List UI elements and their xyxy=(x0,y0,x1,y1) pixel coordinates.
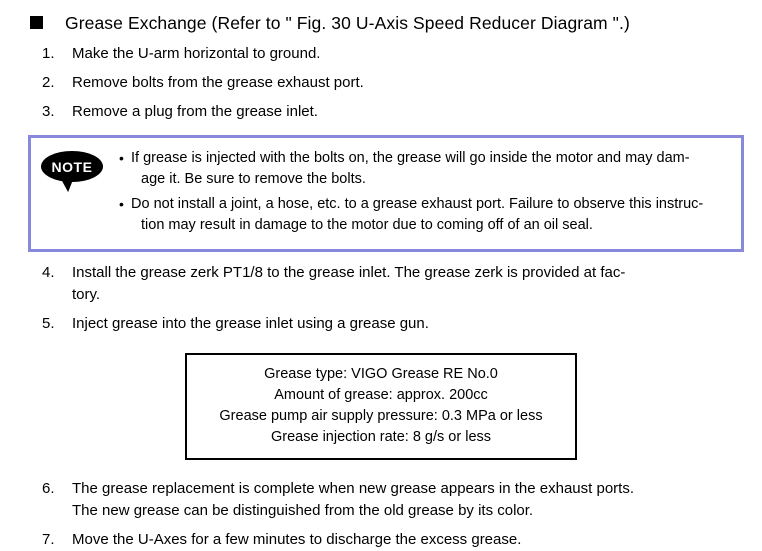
step-text: Make the U-arm horizontal to ground. xyxy=(72,45,321,62)
step-text: The grease replacement is complete when new grease appears in the exhaust ports. xyxy=(72,480,634,497)
step-number: 6. xyxy=(42,480,55,497)
spec-line: Amount of grease: approx. 200cc xyxy=(274,387,488,403)
note-badge xyxy=(41,147,119,182)
spec-line: Grease type: VIGO Grease RE No.0 xyxy=(264,366,498,382)
bullet-dot-icon: • xyxy=(119,150,124,166)
list-item xyxy=(0,478,762,500)
section-heading xyxy=(0,0,762,36)
note-text-line1: Do not install a joint, a hose, etc. to a grease exhaust port. Failure to observe this instruc- xyxy=(131,196,704,212)
step-number: 2. xyxy=(42,74,55,91)
list-item xyxy=(119,148,731,190)
steps-before-note xyxy=(0,43,762,123)
page-title: Grease Exchange (Refer to " Fig. 30 U-Axis Speed Reducer Diagram ".) xyxy=(65,13,630,33)
bullet-dot-icon: • xyxy=(119,196,124,212)
list-item xyxy=(0,72,762,94)
step-continuation: tory. xyxy=(72,286,101,303)
spec-line: Grease injection rate: 8 g/s or less xyxy=(270,429,492,445)
list-item xyxy=(0,529,762,551)
step-text: Remove bolts from the grease exhaust port. xyxy=(72,74,364,91)
note-item-list xyxy=(119,147,731,240)
step-number: 7. xyxy=(42,531,55,548)
step-text: Inject grease into the grease inlet using a grease gun. xyxy=(72,315,429,332)
step-number: 3. xyxy=(42,103,55,120)
note-text xyxy=(131,148,690,190)
note-text-line1: If grease is injected with the bolts on, the grease will go inside the motor and may dam- xyxy=(131,150,690,166)
note-badge-label: NOTE xyxy=(51,158,93,175)
steps-middle xyxy=(0,262,762,335)
step-continuation: The new grease can be distinguished from the old grease by its color. xyxy=(72,502,534,519)
steps-after xyxy=(0,478,762,551)
note-text-line2: tion may result in damage to the motor due to coming off of an oil seal. xyxy=(141,217,593,233)
note-text xyxy=(131,194,703,236)
specification-box xyxy=(185,353,577,460)
step-number: 4. xyxy=(42,264,55,281)
list-item xyxy=(119,194,731,236)
list-item xyxy=(0,43,762,65)
step-number: 5. xyxy=(42,315,55,332)
spec-line: Grease pump air supply pressure: 0.3 MPa or less xyxy=(219,408,543,424)
step-text: Move the U-Axes for a few minutes to discharge the excess grease. xyxy=(72,531,522,548)
list-item xyxy=(0,313,762,335)
list-item xyxy=(0,262,762,284)
step-text: Install the grease zerk PT1/8 to the grease inlet. The grease zerk is provided at fac- xyxy=(72,264,626,281)
square-bullet-icon xyxy=(30,16,43,29)
list-item xyxy=(0,101,762,123)
note-text-line2: age it. Be sure to remove the bolts. xyxy=(141,171,366,187)
step-number: 1. xyxy=(42,45,55,62)
speech-bubble-tail-icon xyxy=(60,175,77,193)
note-callout xyxy=(28,135,744,252)
step-text: Remove a plug from the grease inlet. xyxy=(72,103,318,120)
